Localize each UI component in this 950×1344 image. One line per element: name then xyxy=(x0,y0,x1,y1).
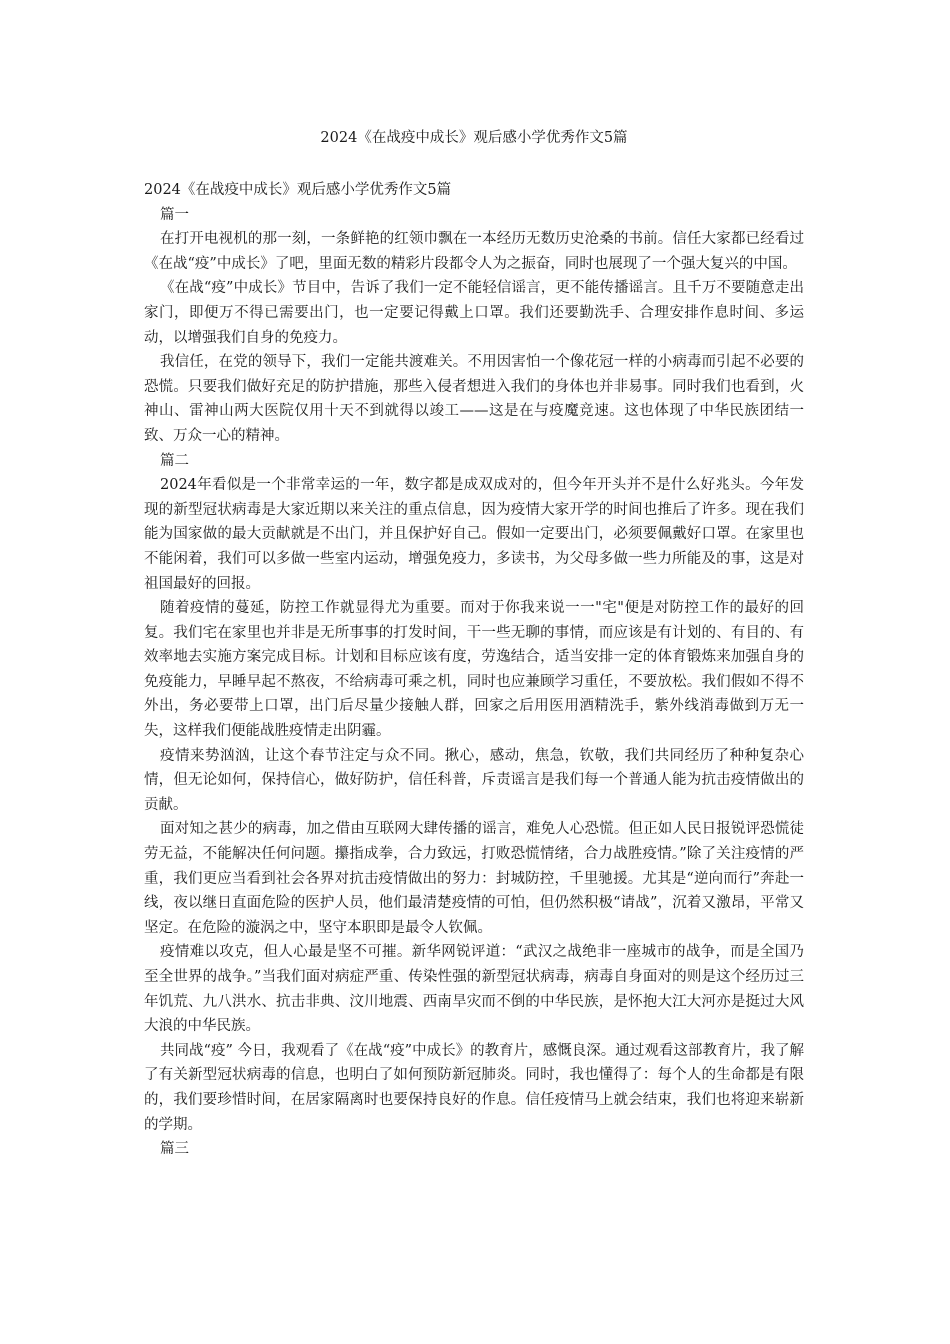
paragraph: 疫情来势汹汹，让这个春节注定与众不同。揪心，感动，焦急，钦敬，我们共同经历了种种复杂心情，但无论如何，保持信心，做好防护，信任科普，斥责谣言是我们每一个普通人能为抗击疫情做出的贡献。 xyxy=(144,747,804,813)
document-heading: 2024《在战疫中成长》观后感小学优秀作文5篇 xyxy=(144,182,452,198)
paragraph: 面对知之甚少的病毒，加之借由互联网大肆传播的谣言，难免人心恐慌。但正如人民日报锐评恐慌徒劳无益，不能解决任何问题。攥指成拳，合力致远，打败恐慌情绪，合力战胜疫情。”除了关注疫情的严重，我们更应当看到社会各界对抗击疫情做出的努力：封城防控，千里驰援。尤其是“逆向而行”奔赴一线，夜以继日直面危险的医护人员，他们最清楚疫情的可怕，但仍然积极“请战”，沉着又激昂，平常又坚定。在危险的漩涡之中，坚守本职即是最令人钦佩。 xyxy=(144,821,804,936)
section-label-1: 篇一 xyxy=(160,206,189,223)
paragraph: 共同战“疫” 今日，我观看了《在战“疫”中成长》的教育片，感慨良深。通过观看这部教育片，我了解了有关新型冠状病毒的信息，也明白了如何预防新冠肺炎。同时，我也懂得了：每个人的生命都是有限的，我们要珍惜时间，在居家隔离时也要保持良好的作息。信任疫情马上就会结束，我们也将迎来崭新的学期。 xyxy=(144,1042,804,1133)
paragraph: 在打开电视机的那一刻，一条鲜艳的红领巾飘在一本经历无数历史沧桑的书前。信任大家都已经看过《在战“疫”中成长》了吧，里面无数的精彩片段都令人为之振奋，同时也展现了一个强大复兴的中国。 xyxy=(144,231,804,272)
section-label-3: 篇三 xyxy=(160,1141,189,1158)
document-body xyxy=(144,178,804,1162)
page-title: 2024《在战疫中成长》观后感小学优秀作文5篇 xyxy=(320,130,628,146)
paragraph: 疫情难以攻克，但人心最是坚不可摧。新华网锐评道：“武汉之战绝非一座城市的战争，而是全国乃至全世界的战争。”当我们面对病症严重、传染性强的新型冠状病毒，病毒自身面对的则是这个经历过三年饥荒、九八洪水、抗击非典、汶川地震、西南旱灾而不倒的中华民族，是怀抱大江大河亦是挺过大风大浪的中华民族。 xyxy=(144,944,804,1035)
section-label-2: 篇二 xyxy=(160,452,189,469)
paragraph: 《在战“疫”中成长》节目中，告诉了我们一定不能轻信谣言，更不能传播谣言。且千万不要随意走出家门，即便万不得已需要出门，也一定要记得戴上口罩。我们还要勤洗手、合理安排作息时间、多运动，以增强我们自身的免疫力。 xyxy=(144,280,804,346)
paragraph: 随着疫情的蔓延，防控工作就显得尤为重要。而对于你我来说一一"宅"便是对防控工作的最好的回复。我们宅在家里也并非是无所事事的打发时间，干一些无聊的事情，而应该是有计划的、有目的、有效率地去实施方案完成目标。计划和目标应该有度，劳逸结合，适当安排一定的体育锻炼来加强自身的免疫能力，早睡早起不熬夜，不给病毒可乘之机，同时也应兼顾学习重任，不要放松。我们假如不得不外出，务必要带上口罩，出门后尽量少接触人群，回家之后用医用酒精洗手，紫外线消毒做到万无一失，这样我们便能战胜疫情走出阴霾。 xyxy=(144,600,804,740)
paragraph: 我信任，在党的领导下，我们一定能共渡难关。不用因害怕一个像花冠一样的小病毒而引起不必要的恐慌。只要我们做好充足的防护措施，那些入侵者想进入我们的身体也并非易事。同时我们也看到，火神山、雷神山两大医院仅用十天不到就得以竣工——这是在与疫魔竞速。这也体现了中华民族团结一致、万众一心的精神。 xyxy=(144,354,804,444)
paragraph: 2024年看似是一个非常幸运的一年，数字都是成双成对的，但今年开头并不是什么好兆头。今年发现的新型冠状病毒是大家近期以来关注的重点信息，因为疫情大家开学的时间也推后了许多。现在我们能为国家做的最大贡献就是不出门，并且保护好自己。假如一定要出门，必须要佩戴好口罩。在家里也不能闲着，我们可以多做一些室内运动，增强免疫力，多读书，为父母多做一些力所能及的事，这是对祖国最好的回报。 xyxy=(144,477,804,592)
